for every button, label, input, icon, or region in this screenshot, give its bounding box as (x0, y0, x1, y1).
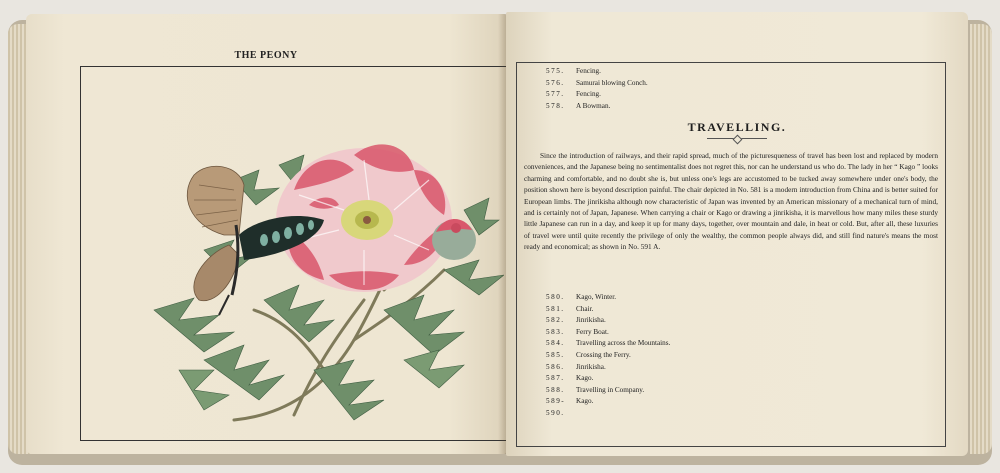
list-item: 584. Travelling across the Mountains. (546, 339, 671, 348)
section-title: TRAVELLING. (687, 120, 787, 134)
list-item: 576. Samurai blowing Conch. (546, 78, 648, 87)
list-item: 575. Fencing. (546, 67, 601, 75)
left-page (26, 14, 506, 454)
list-item: 581. Chair. (546, 304, 594, 313)
list-item: 583. Ferry Boat. (546, 327, 609, 336)
list-item: 586. Jinrikisha. (546, 362, 606, 371)
plate-list-top (546, 66, 648, 112)
list-item: 578. A Bowman. (546, 101, 611, 110)
list-item: 587. Kago. (546, 374, 594, 383)
plate-list-bottom (546, 292, 670, 420)
peony-illustration (84, 70, 504, 438)
title-ornament (707, 138, 767, 139)
right-page (506, 12, 968, 456)
list-item: 588. Travelling in Company. (546, 385, 645, 394)
list-item: 585. Crossing the Ferry. (546, 350, 631, 359)
list-item: 580. Kago, Winter. (546, 293, 617, 301)
list-item: 589-590. Kago. (546, 397, 594, 417)
body-paragraph: Since the introduction of railways, and their rapid spread, much of the picturesqueness of travel has been lost and replaced by modern conveniences, and the Japanese being no sentimentalist does not regret this, nor can he understand us who do. The lady in her “ Kago ” looks charming and comfortable, and no doubt she is, but unless one's legs are accustomed to be tucked away somewhere under one's body, the position shown here is beyond description painful. The chair depicted in No. 581 is a modern introduction from China and is better suited for European limbs. The jinrikisha although now characteristic of Japan was invented by an American missionary of a mechanical turn of mind, and is certainly not of Japan, Japanese. When carrying a chair or Kago or drawing a jinrikisha, it is marvellous how many miles these sturdy little Japanese can run in a day, and keep it up for many days, together, over mountain and dale, in heat or cold. But, after all, these luxuries of travel were until quite recently the privilege of only the wealthy, the common people always did, and still find nature's means the most ready and economical; as shown in No. 591 A. (524, 151, 938, 252)
plate-title: THE PEONY (234, 50, 298, 61)
page-stack-right (970, 24, 992, 454)
list-item: 582. Jinrikisha. (546, 316, 606, 325)
list-item: 577. Fencing. (546, 90, 601, 99)
